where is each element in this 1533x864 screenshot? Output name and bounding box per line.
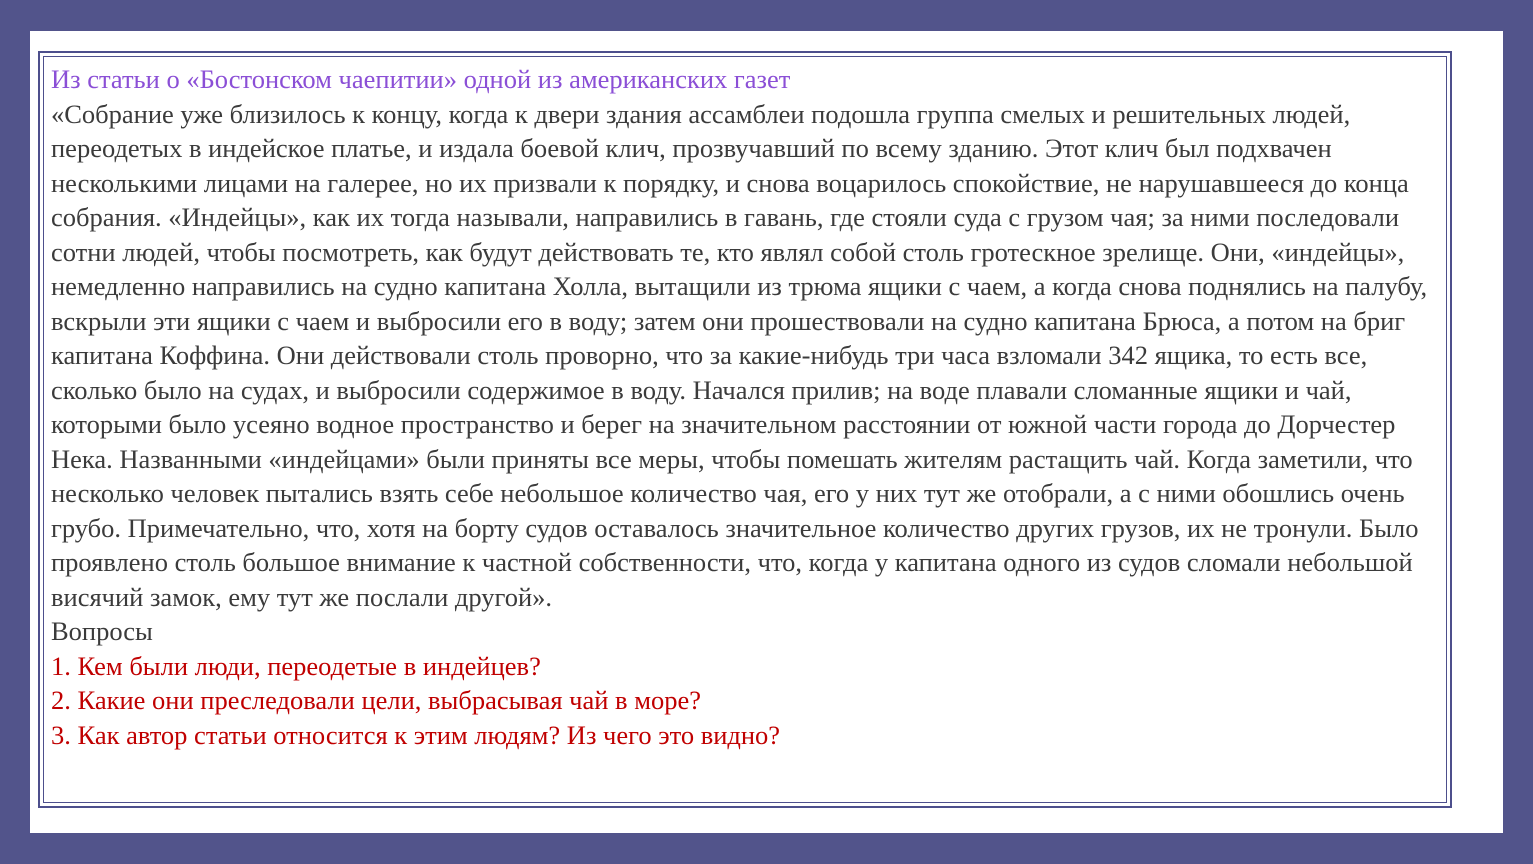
article-heading: Из статьи о «Бостонском чаепитии» одной из американских газет bbox=[51, 64, 791, 94]
question-item: 3. Как автор статьи относится к этим людям? Из чего это видно? bbox=[51, 719, 781, 750]
question-item: 1. Кем были люди, переодетые в индейцев? bbox=[51, 650, 541, 681]
slide bbox=[30, 31, 1503, 833]
question-item: 2. Какие они преследовали цели, выбрасывая чай в море? bbox=[51, 685, 701, 715]
questions-title: Вопросы bbox=[51, 616, 153, 646]
document-content bbox=[51, 62, 1441, 752]
article-quote: «Собрание уже близилось к концу, когда к двери здания ассамблеи подошла группа смелых и решительных людей, переодетых в индейское платье, и издала боевой клич, прозвучавший по всему зданию. Этот клич был подхвачен несколькими лицами на галерее, но их призвали к порядку, и снова воцарилось спокойствие, не нарушавшееся до конца собрания. «Индейцы», как их тогда называли, направились в гавань, где стояли суда с грузом чая; за ними последовали сотни людей, чтобы посмотреть, как будут действовать те, кто являл собой столь гротескное зрелище. Они, «индейцы», немедленно направились на судно капитана Холла, вытащили из трюма ящики с чаем, а когда снова поднялись на палубу, вскрыли эти ящики с чаем и выбросили его в воду; затем они прошествовали на судно капитана Брюса, а потом на бриг капитана Коффина. Они действовали столь проворно, что за какие-нибудь три часа взломали 342 ящика, то есть все, сколько было на судах, и выбросили содержимое в воду. Начался прилив; на воде плавали сломанные ящики и чай, которыми было усеяно водное пространство и берег на значительном расстоянии от южной части города до Дорчестер Нека. Названными «индейцами» были приняты все меры, чтобы помешать жителям растащить чай. Когда заметили, что несколько человек пытались взять себе небольшое количество чая, его у них тут же отобрали, а с ними обошлись очень грубо. Примечательно, что, хотя на борту судов оставалось значительное количество других грузов, их не тронули. Было проявлено столь большое внимание к частной собственности, что, когда у капитана одного из судов сломали небольшой висячий замок, ему тут же послали другой». bbox=[51, 98, 1428, 612]
